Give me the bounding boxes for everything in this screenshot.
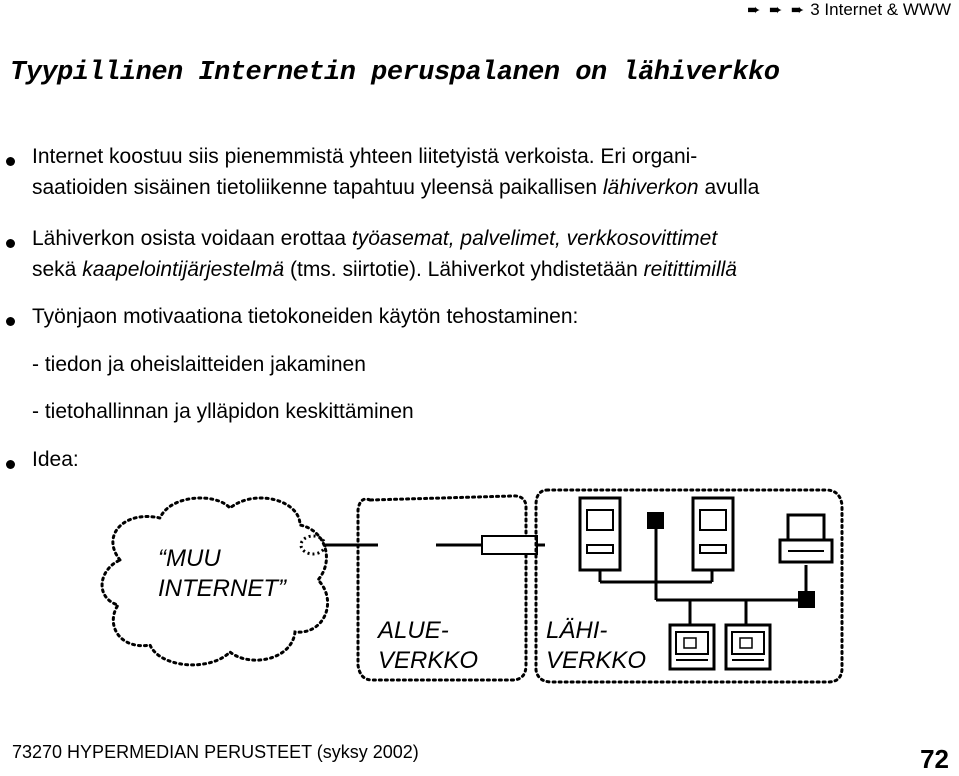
workstation-icon [726,625,770,669]
arrow-icons: ➨ ➨ ➨ [747,2,807,19]
bullet2-line2: sekä kaapelointijärjestelmä (tms. siirtotie). Lähiverkot yhdistetään reitittimillä [32,258,737,281]
slide-title: Tyypillinen Internetin peruspalanen on lähiverkko [10,58,780,88]
lahiverkko-label: LÄHI- VERKKO [546,617,647,674]
sub-item-1: - tiedon ja oheislaitteiden jakaminen [32,353,366,376]
bullet4-text: Idea: [32,448,79,471]
bullet1-line2: saatioiden sisäinen tietoliikenne tapahtuu yleensä paikallisen lähiverkon avulla [32,176,760,199]
bullet-dot-icon [6,460,15,469]
cloud-label: “MUU INTERNET” [158,545,286,602]
printer-icon [780,515,832,562]
bullet-dot-icon [6,317,15,326]
alueverkko-label: ALUE- VERKKO [378,617,479,674]
page-number: 72 [920,744,949,774]
tower-computer-icon [580,498,620,570]
bullet1-line1: Internet koostuu siis pienemmistä yhteen liitetyistä verkoista. Eri organi- [32,145,698,168]
bridge-device-icon [482,536,537,554]
section-header [747,0,951,20]
bullet2-line1: Lähiverkon osista voidaan erottaa työasemat, palvelimet, verkkosovittimet [32,227,718,250]
workstation-icon [670,625,714,669]
bullet3-text: Työnjaon motivaationa tietokoneiden käytön tehostaminen: [32,305,579,328]
terminator-icon [647,512,664,529]
footer-course: 73270 HYPERMEDIAN PERUSTEET (syksy 2002) [12,742,419,762]
tower-computer-icon [693,498,733,570]
bullet-dot-icon [6,157,15,166]
bullet-dot-icon [6,239,15,248]
terminator-icon [798,591,815,608]
sub-item-2: - tietohallinnan ja ylläpidon keskittäminen [32,400,414,423]
section-title: 3 Internet & WWW [810,0,951,19]
network-diagram-svg [0,480,959,710]
